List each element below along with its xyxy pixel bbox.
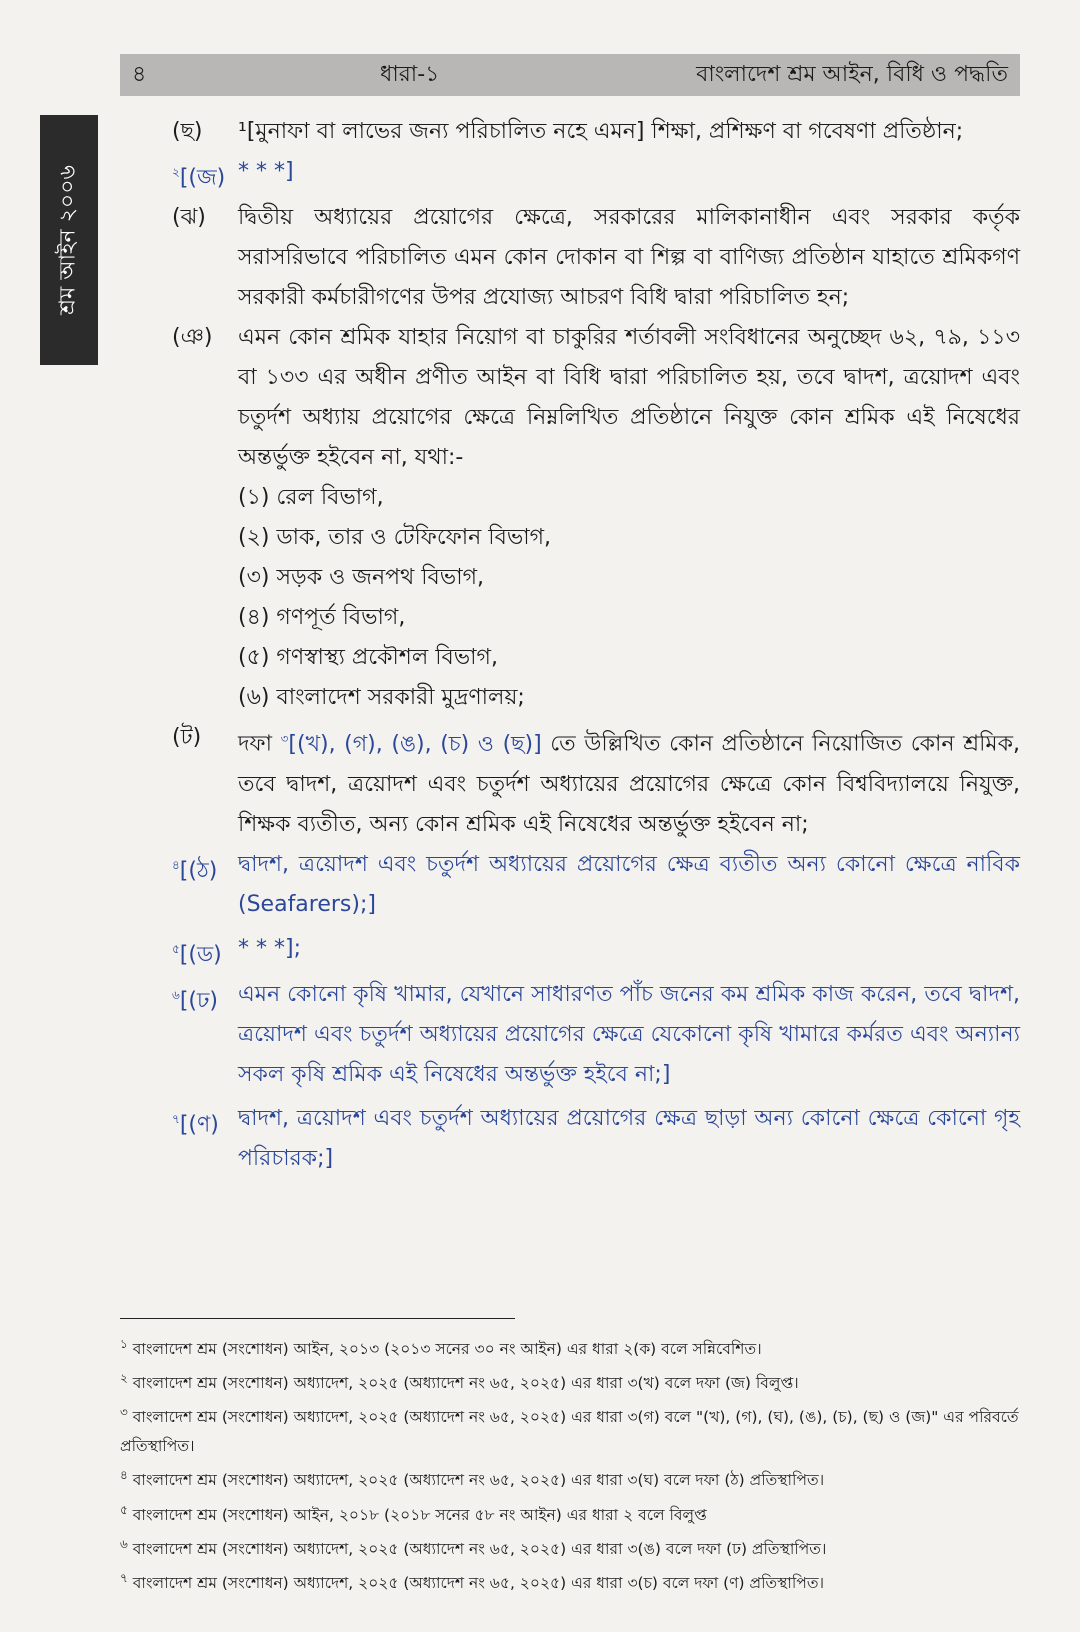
clause-label: (ট) — [172, 725, 202, 751]
clause-nna — [172, 1099, 1020, 1179]
list-item: (৩) সড়ক ও জনপথ বিভাগ, — [238, 565, 484, 591]
clause-ddha — [172, 975, 1020, 1095]
clause-label-text: [(ড) — [179, 941, 222, 967]
clause-body: তে উল্লিখিত কোন প্রতিষ্ঠানে নিয়োজিত কোন শ্রমিক, তবে দ্বাদশ, ত্রয়োদশ এবং চতুর্দশ অধ্যায়ের প্রয়োগের ক্ষেত্রে কোন বিশ্ববিদ্যালয়ে নিযুক্ত, শিক্ষক ব্যতীত, অন্য কোন শ্রমিক এই নিষেধের অন্তর্ভুক্ত হইবেন না; — [238, 731, 1020, 837]
book-title: বাংলাদেশ শ্রম আইন, বিধি ও পদ্ধতি — [696, 61, 1008, 87]
footnote-text: বাংলাদেশ শ্রম (সংশোধন) অধ্যাদেশ, ২০২৫ (অধ্যাদেশ নং ৬৫, ২০২৫) এর ধারা ৩(চ) বলে দফা (ণ) প্রতিস্থাপিত। — [132, 1574, 825, 1593]
clause-text: দ্বিতীয় অধ্যায়ের প্রয়োগের ক্ষেত্রে, সরকারের মালিকানাধীন এবং সরকার কর্তৃক সরাসরিভাবে পরিচালিত এমন কোন দোকান বা শিল্প বা বাণিজ্য প্রতিষ্ঠান যাহাতে শ্রমিকগণ সরকারী কর্মচারীগণের উপর প্রযোজ্য আচরণ বিধি দ্বারা পরিচালিত হন; — [238, 205, 1020, 311]
list-item: (৪) গণপূর্ত বিভাগ, — [238, 605, 406, 631]
clause-text — [238, 718, 1020, 844]
clause-nya — [172, 318, 1020, 718]
clause-ta — [172, 718, 1020, 844]
clause-label — [172, 929, 238, 975]
footnote — [120, 1496, 1020, 1530]
clause-label — [172, 975, 238, 1095]
clause-text — [238, 318, 1020, 718]
clause-ja — [172, 152, 1020, 198]
footnote-number: ৩ — [120, 1405, 128, 1420]
footnote-text: বাংলাদেশ শ্রম (সংশোধন) অধ্যাদেশ, ২০২৫ (অধ্যাদেশ নং ৬৫, ২০২৫) এর ধারা ৩(ঘ) বলে দফা (ঠ) প্রতিস্থাপিত। — [132, 1471, 825, 1490]
clause-label: (ছ) — [172, 119, 203, 144]
amended-body: [(খ), (গ), (ঙ), (চ) ও (ছ)] — [288, 731, 542, 757]
list-item: (৫) গণস্বাস্থ্য প্রকৌশল বিভাগ, — [238, 645, 498, 671]
footnote-text: বাংলাদেশ শ্রম (সংশোধন) অধ্যাদেশ, ২০২৫ (অধ্যাদেশ নং ৬৫, ২০২৫) এর ধারা ৩(গ) বলে "(খ), (গ), (ঘ), (ঙ), (চ), (ছ) ও (জ)" এর পরিবর্তে প্রতিস্থাপিত। — [120, 1408, 1019, 1456]
footnote-ref: ৬ — [172, 987, 180, 1002]
footnote — [120, 1330, 1020, 1364]
footnote-text: বাংলাদেশ শ্রম (সংশোধন) অধ্যাদেশ, ২০২৫ (অধ্যাদেশ নং ৬৫, ২০২৫) এর ধারা ৩(খ) বলে দফা (জ) বিলুপ্ত। — [132, 1374, 799, 1393]
footnote — [120, 1364, 1020, 1398]
footnote-ref: ৩ — [280, 731, 289, 746]
section-label: ধারা-১ — [380, 61, 440, 87]
clause-label-text: [(ঢ) — [179, 988, 219, 1014]
page-number: ৪ — [132, 61, 147, 87]
clause-text: এমন কোনো কৃষি খামার, যেখানে সাধারণত পাঁচ জনের কম শ্রমিক কাজ করেন, তবে দ্বাদশ, ত্রয়োদশ এবং চতুর্দশ অধ্যায়ের প্রয়োগের ক্ষেত্রে যেকোনো কৃষি খামারে কর্মরত এবং অন্যান্য সকল কৃষি শ্রমিক এই নিষেধের অন্তর্ভুক্ত হইবে না;] — [238, 981, 1020, 1087]
clause-text: দ্বাদশ, ত্রয়োদশ এবং চতুর্দশ অধ্যায়ের প্রয়োগের ক্ষেত্র ছাড়া অন্য কোনো ক্ষেত্রে কোনো গৃহ পরিচারক;] — [238, 1105, 1020, 1171]
footnote — [120, 1530, 1020, 1564]
clause-list — [172, 112, 1020, 1179]
clause-tha — [172, 845, 1020, 925]
footnote-number: ১ — [120, 1337, 128, 1351]
clause-jha — [172, 198, 1020, 318]
clause-body: দফা — [238, 731, 281, 757]
footnote-number: ২ — [120, 1371, 128, 1386]
amended-text — [281, 732, 542, 757]
clause-dda — [172, 929, 1020, 975]
footnote-text: বাংলাদেশ শ্রম (সংশোধন) আইন, ২০১৩ (২০১৩ সনের ৩০ নং আইন) এর ধারা ২(ক) বলে সন্নিবেশিত। — [132, 1340, 762, 1359]
clause-label-text: [(জ) — [179, 165, 226, 191]
footnote-text: বাংলাদেশ শ্রম (সংশোধন) আইন, ২০১৮ (২০১৮ সনের ৫৮ নং আইন) এর ধারা ২ বলে বিলুপ্ত — [132, 1505, 707, 1524]
footnote-text: বাংলাদেশ শ্রম (সংশোধন) অধ্যাদেশ, ২০২৫ (অধ্যাদেশ নং ৬৫, ২০২৫) এর ধারা ৩(ঙ) বলে দফা (ঢ) প্রতিস্থাপিত। — [132, 1539, 827, 1558]
footnote-ref: ৫ — [172, 941, 180, 956]
clause-label — [172, 845, 238, 925]
footnote-number: ৬ — [120, 1536, 128, 1551]
side-tab-label: শ্রম আইন ২০০৬ — [55, 165, 81, 315]
footnote — [120, 1564, 1020, 1598]
clause-text: * * *] — [238, 159, 294, 184]
clause-label — [172, 1099, 238, 1179]
footnote-number: ৫ — [120, 1502, 128, 1517]
footnote-divider — [120, 1318, 515, 1319]
footnote-ref: ২ — [172, 165, 180, 179]
footnote — [120, 1398, 1020, 1461]
list-item: (২) ডাক, তার ও টেফিফোন বিভাগ, — [238, 525, 552, 551]
list-item: (১) রেল বিভাগ, — [238, 485, 384, 511]
footnote-number: ৪ — [120, 1468, 128, 1483]
running-header — [120, 54, 1020, 96]
clause-text: দ্বাদশ, ত্রয়োদশ এবং চতুর্দশ অধ্যায়ের প্রয়োগের ক্ষেত্র ব্যতীত অন্য কোনো ক্ষেত্রে নাবিক (Seafarers);] — [238, 851, 1020, 917]
clause-text: * * *]; — [238, 935, 301, 961]
clause-label: (ঝ) — [172, 205, 206, 231]
clause-label — [172, 152, 238, 198]
clause-body: এমন কোন শ্রমিক যাহার নিয়োগ বা চাকুরির শর্তাবলী সংবিধানের অনুচ্ছেদ ৬২, ৭৯, ১১৩ বা ১৩৩ এর অধীন প্রণীত আইন বা বিধি দ্বারা পরিচালিত হয়, তবে দ্বাদশ, ত্রয়োদশ এবং চতুর্দশ অধ্যায় প্রয়োগের ক্ষেত্রে নিম্নলিখিত প্রতিষ্ঠানে নিযুক্ত কোন শ্রমিক এই নিষেধের অন্তর্ভুক্ত হইবেন না, যথা:- — [238, 325, 1020, 471]
footnote-ref: ৭ — [172, 1111, 180, 1126]
clause-label-text: [(ণ) — [179, 1112, 219, 1138]
clause-label: (ঞ) — [172, 325, 213, 351]
footnote-number: ৭ — [120, 1570, 128, 1585]
list-item: (৬) বাংলাদেশ সরকারী মুদ্রণালয়; — [238, 685, 525, 711]
clause-chha — [172, 112, 1020, 152]
clause-text: ¹[মুনাফা বা লাভের জন্য পরিচালিত নহে এমন] শিক্ষা, প্রশিক্ষণ বা গবেষণা প্রতিষ্ঠান; — [238, 119, 964, 144]
clause-label-text: [(ঠ) — [179, 857, 218, 883]
footnotes — [120, 1330, 1020, 1598]
footnote-ref: ৪ — [172, 857, 180, 872]
footnote — [120, 1461, 1020, 1495]
side-tab — [40, 115, 98, 365]
